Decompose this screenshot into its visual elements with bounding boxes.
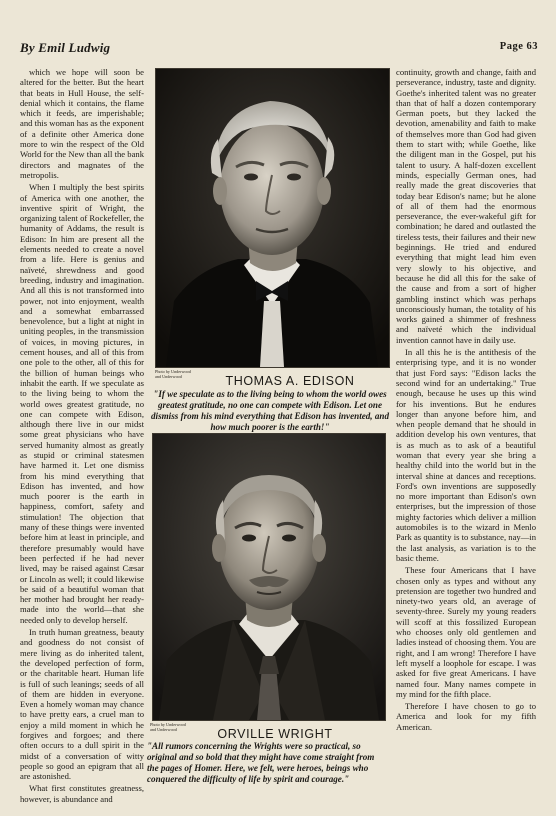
wright-caption: "All rumors concerning the Wrights were so practical, so original and so bold that they might have come straight from the pages of Homer. Here, we felt, were heroes, beings who conquered the difficulty of life by spirit and courage." [147, 741, 375, 784]
author-byline: By Emil Ludwig [20, 40, 111, 55]
wright-name-label: ORVILLE WRIGHT [217, 727, 333, 741]
edison-portrait-photo [155, 68, 390, 368]
paragraph: continuity, growth and change, faith and perseverance, industry, taste and dignity. Goethe's inherited talent was no greater than that of half a dozen contemporary German poets, but they lacked the devotion, amenability and faith to make of themselves more than God had given them to start with; while Goethe, like the diligent man in the Gospel, put his talent to usury. A half-dozen excellent minds, especially German ones, had really made the great discoveries that today bear Edison's name; but he alone of all of them had the enormous perseverance, the ever-wakeful gift for combination; he dared and outlasted the tireless tests, their failures and their new beginnings. He tried and endured everything that might lead him even very slowly to his objective, and because he did all this for the sake of the cause and from a sort of higher gambling instinct which was perhaps unconsciously human, the totality of his works gained a shimmer of freshness and naïveté which the individual invention cannot have in daily use. [396, 67, 536, 345]
edison-caption: "If we speculate as to the living being to whom the world owes greatest gratitude, no one can compete with Edison. Let one dismiss from his mind everything that Edison has invented, and how much poorer is the earth!" [151, 389, 389, 432]
page-number: Page 63 [499, 41, 538, 52]
paragraph: In all this he is the antithesis of the enterprising type, and it is no wonder that just Ford says: "Edison lacks the second wind for an undertaking." True enough, because he uses up this wind for his inventions. But he endures longer than anyone before him, and when people demand that he should in addition develop his own ventures, that is as much as to ask of a beautiful woman that every year she bring a healthy child into the world but in the interval shine at dances and receptions. Ford's own inventions are supposedly no more important than Edison's own enterprises, but the impression of those mighty factories which deliver a million automobiles is to the wizard in Menlo Park as quantity is to substance, nay—in the last analysis, as variation is to the basic theme. [396, 347, 536, 563]
running-head [20, 40, 538, 58]
edison-portrait-image [156, 69, 389, 367]
wright-portrait-image [153, 434, 385, 720]
right-text-column [396, 67, 536, 789]
paragraph: What first constitutes greatness, however, is abundance and [20, 783, 144, 804]
paragraph: which we hope will soon be altered for the better. But the heart that beats in Hull House, the self-denial which it contains, the flame which it feeds, are imperishable; and this woman has as the exponent of a definite other America done more to win the respect of the Old World for the New than all the bank directors and magnates of the metropolis. [20, 67, 144, 180]
paragraph: When I multiply the best spirits of America with one another, the inventive spirit of Wright, the organizing talent of Rockefeller, the humanity of Addams, the result is Edison: In him are present all the elements needed to create a novel from a life. Here is genius and naïveté, shrewdness and good breeding, industry and imagination. And all this is not transformed into power, not into enjoyment, wealth and a somewhat embarrassed benevolence, but a light at night in uniting peoples, in the transmission of voices, in moving pictures, in cement houses, and all of this from one pole to the other, all of this for the billion of human beings who inhabit the earth. If we speculate as to the living being to whom the world owes greatest gratitude, no one can compete with Edison, although there live in our midst some great physicians who have served humanity almost as greatly as stupid or criminal statesmen have harmed it. Let one dismiss from his mind everything that Edison has invented, and how much poorer is the earth in happiness, comfort, safety and stimulation! The objection that many of these things were invented before him at least in principle, and therefore presumably would have been perfected if he had never lived, may be raised against Cæsar or Lincoln as well; it could likewise be said of a beautiful woman that her mother had brought her ready-made into the world—that she needed only to develop herself. [20, 182, 144, 625]
photo-credit-edison: Photo by Underwood and Underwood [155, 369, 191, 379]
left-text-column [20, 67, 144, 804]
edison-name-label: THOMAS A. EDISON [225, 374, 355, 388]
photo-credit-wright: Photo by Underwood and Underwood [150, 722, 186, 732]
paragraph: In truth human greatness, beauty and goodness do not consist of mere living as do inherited talent, the developed perfection of form, or the charitable heart. Human life is full of such leanings; seeds of all of them are hidden in everyone. Even a homely woman may chance to have pretty ears, a cruel man to enjoy a mild moment in which he forgives and forgoes; and there often occurs to a dull spirit in the midst of a conversation of witty people so good an epigram that all are astonished. [20, 627, 144, 782]
paragraph: Therefore I have chosen to go to America and look for my fifth American. [396, 701, 536, 732]
wright-portrait-photo [152, 433, 386, 721]
paragraph: These four Americans that I have chosen only as types and without any pretension are together two hundred and ninety-two years old, an average of seventy-three. Surely my young readers will scoff at this fossilized European who chooses only old gentlemen and ladies instead of choosing them. You are right, and I am wrong! Therefore I have left myself a loophole for escape. I was asked for five great Americans. I have named four. Many names compete in my mind for the fifth place. [396, 565, 536, 699]
